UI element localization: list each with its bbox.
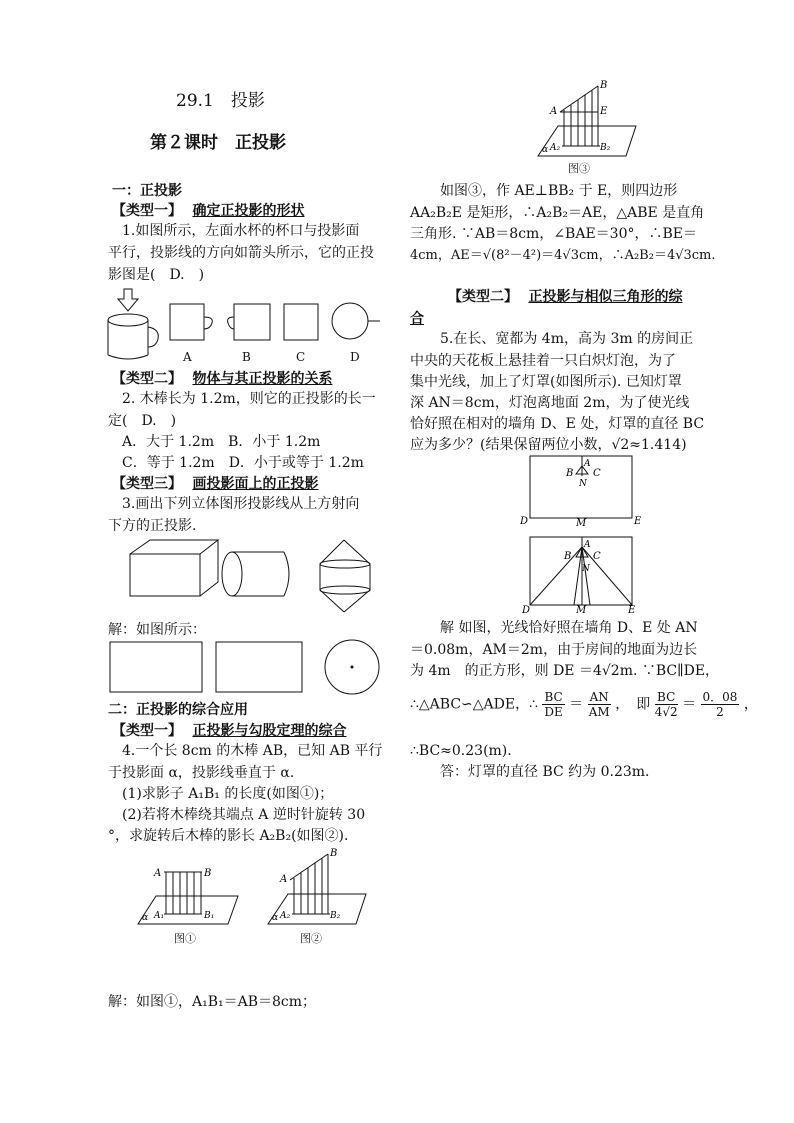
section-heading-1: 一：正投影 <box>112 183 182 199</box>
svg-text:B: B <box>204 868 212 879</box>
equals: ＝ <box>569 696 584 713</box>
svg-text:E: E <box>600 106 608 117</box>
svg-text:A: A <box>584 540 591 550</box>
type-title: 正投影与相似三角形的综 <box>528 289 683 305</box>
svg-text:α: α <box>272 913 279 923</box>
question-1-line: 影图是( D. ) <box>108 267 205 283</box>
ji-text: ， 即 <box>615 696 651 713</box>
type-title: 物体与其正投影的关系 <box>192 371 333 387</box>
solution-4: 解：如图①，A₁B₁＝AB＝8cm； <box>108 994 317 1010</box>
svg-text:B₂: B₂ <box>330 911 341 921</box>
question-2-line: C．等于 1.2m D．小于或等于 1.2m <box>122 455 364 471</box>
solution-label: 解：如图所示： <box>108 622 206 638</box>
svg-text:M: M <box>576 518 587 529</box>
solution-5-line: ＝0.08m，AM＝2m，由于房间的地面为边长 <box>410 642 698 658</box>
svg-text:B₁: B₁ <box>204 911 215 921</box>
question-1-line: 平行，投影线的方向如箭头所示，它的正投 <box>108 245 374 261</box>
question-1-line: 1.如图所示，左面水杯的杯口与投影面 <box>122 223 360 239</box>
answer-5: 答：灯罩的直径 BC 约为 0.23m. <box>440 764 650 780</box>
fraction: $\frac{0.08}{2}$ <box>702 690 738 719</box>
question-5-line: 5.在长、宽都为 4m，高为 3m 的房间正 <box>440 331 694 347</box>
type-title: 确定正投影的形状 <box>192 203 305 219</box>
comma: ， <box>743 696 758 713</box>
svg-text:N: N <box>582 564 590 574</box>
figure-1-caption: 图① <box>174 932 196 945</box>
paragraph-line: 三角形. ∵AB＝8cm，∠BAE＝30°，∴BE＝ <box>410 226 697 242</box>
type-tag: 【类型三】 <box>112 476 182 492</box>
svg-text:B: B <box>566 468 574 479</box>
question-2-line: 2. 木棒长为 1.2m，则它的正投影的长一 <box>122 391 376 407</box>
svg-text:C: C <box>593 468 601 479</box>
solids-figure <box>108 536 388 616</box>
type-heading-3 <box>112 474 318 494</box>
question-5-line: 深 AN＝8cm，灯泡离地面 2m，为了使光线 <box>410 395 690 411</box>
option-label-b: B <box>242 350 251 364</box>
figure-1 <box>136 862 246 932</box>
svg-text:E: E <box>628 605 636 616</box>
svg-text:C: C <box>593 551 601 562</box>
equals: ＝ <box>682 696 697 713</box>
type-tag: 【类型二】 <box>112 371 182 387</box>
type-tag: 【类型二】 <box>448 289 518 305</box>
type-title: 正投影与勾股定理的综合 <box>192 723 347 739</box>
option-label-a: A <box>183 350 192 364</box>
page-title: 29.1 投影 <box>176 91 265 111</box>
solution-5-result: ∴BC≈0.23(m). <box>410 743 512 759</box>
paragraph-line: 如图③，作 AE⊥BB₂ 于 E，则四边形 <box>440 183 678 199</box>
svg-text:A₂: A₂ <box>550 143 561 153</box>
type-title-cont: 合 <box>410 311 424 327</box>
question-5-line: 中央的天花板上悬挂着一只白炽灯泡，为了 <box>410 353 676 369</box>
option-label-c: C <box>296 350 306 364</box>
svg-text:B: B <box>330 848 338 859</box>
figure-2 <box>266 846 376 936</box>
question-4-line: (1)求影子 A₁B₁ 的长度(如图①)； <box>122 786 334 802</box>
svg-text:A: A <box>584 459 591 469</box>
projection-answer-figure <box>108 640 388 696</box>
figure-3 <box>536 78 646 168</box>
question-2-line: 定( D. ) <box>108 413 177 429</box>
question-3-line: 下方的正投影. <box>108 518 197 534</box>
svg-text:α: α <box>142 913 149 923</box>
svg-text:B₂: B₂ <box>600 143 611 153</box>
question-4-line: 于投影面 α，投影线垂直于 α. <box>108 765 295 781</box>
similar-triangles-text: ∴△ABC∽△ADE，∴ <box>410 696 539 713</box>
paragraph-line: 4cm，AE＝√(8²－4²)＝4√3cm，∴A₂B₂＝4√3cm. <box>410 248 716 263</box>
type-title: 画投影面上的正投影 <box>192 476 319 492</box>
svg-text:E: E <box>634 516 642 527</box>
room-figure-1 <box>518 454 648 529</box>
type-heading-2 <box>112 369 332 389</box>
svg-text:N: N <box>579 479 587 489</box>
figure-2-caption: 图② <box>300 932 322 945</box>
question-3-line: 3.画出下列立体图形投影线从上方射向 <box>122 496 360 512</box>
svg-text:A: A <box>154 868 162 879</box>
question-4-line: (2)若将木棒绕其端点 A 逆时针旋转 30 <box>122 807 366 823</box>
question-5-line: 集中光线，加上了灯罩(如图所示). 已知灯罩 <box>410 374 682 390</box>
svg-text:D: D <box>520 516 529 527</box>
svg-text:B: B <box>600 80 608 91</box>
svg-text:α: α <box>542 145 549 155</box>
fraction: $\frac{AN}{AM}$ <box>588 690 610 719</box>
question-4-line: 4.一个长 8cm 的木棒 AB，已知 AB 平行 <box>122 743 383 759</box>
fraction: $\frac{BC}{DE}$ <box>544 690 563 719</box>
solution-5-line: 为 4m 的正方形，则 DE ＝4√2m. ∵BC∥DE， <box>410 663 720 679</box>
type-heading-1 <box>112 201 304 221</box>
solution-5-fraction-line <box>410 690 758 719</box>
svg-text:A₂: A₂ <box>280 911 291 921</box>
arrow-down-icon <box>118 289 138 311</box>
type-tag: 【类型一】 <box>112 723 182 739</box>
page-subtitle: 第２课时 正投影 <box>150 133 286 153</box>
section-heading-2: 二：正投影的综合应用 <box>108 702 248 718</box>
svg-text:A: A <box>280 874 288 885</box>
figure-3-caption: 图③ <box>568 162 590 175</box>
svg-text:A: A <box>550 106 558 117</box>
paragraph-line: AA₂B₂E 是矩形，∴A₂B₂＝AE，△ABE 是直角 <box>410 205 705 221</box>
question-4-line: °，求旋转后木棒的影长 A₂B₂(如图②). <box>108 828 349 844</box>
question-2-line: A．大于 1.2m B．小于 1.2m <box>122 434 321 450</box>
type-tag: 【类型一】 <box>112 203 182 219</box>
question-5-line: 应为多少？(结果保留两位小数，√2≈1.414) <box>410 437 687 453</box>
type-heading-4 <box>112 721 346 741</box>
svg-text:D: D <box>522 605 531 616</box>
svg-text:A₁: A₁ <box>154 911 165 921</box>
option-label-d: D <box>350 350 360 364</box>
solution-5-line: 解 如图，光线恰好照在墙角 D、E 处 AN <box>440 620 698 636</box>
room-figure-2 <box>518 533 648 615</box>
svg-text:M: M <box>576 605 587 616</box>
fraction: $\frac{BC}{4√2}$ <box>654 690 678 719</box>
type-heading-5 <box>448 287 682 307</box>
svg-text:B: B <box>564 551 572 562</box>
question-5-line: 恰好照在相对的墙角 D、E 处，灯罩的直径 BC <box>410 416 705 432</box>
